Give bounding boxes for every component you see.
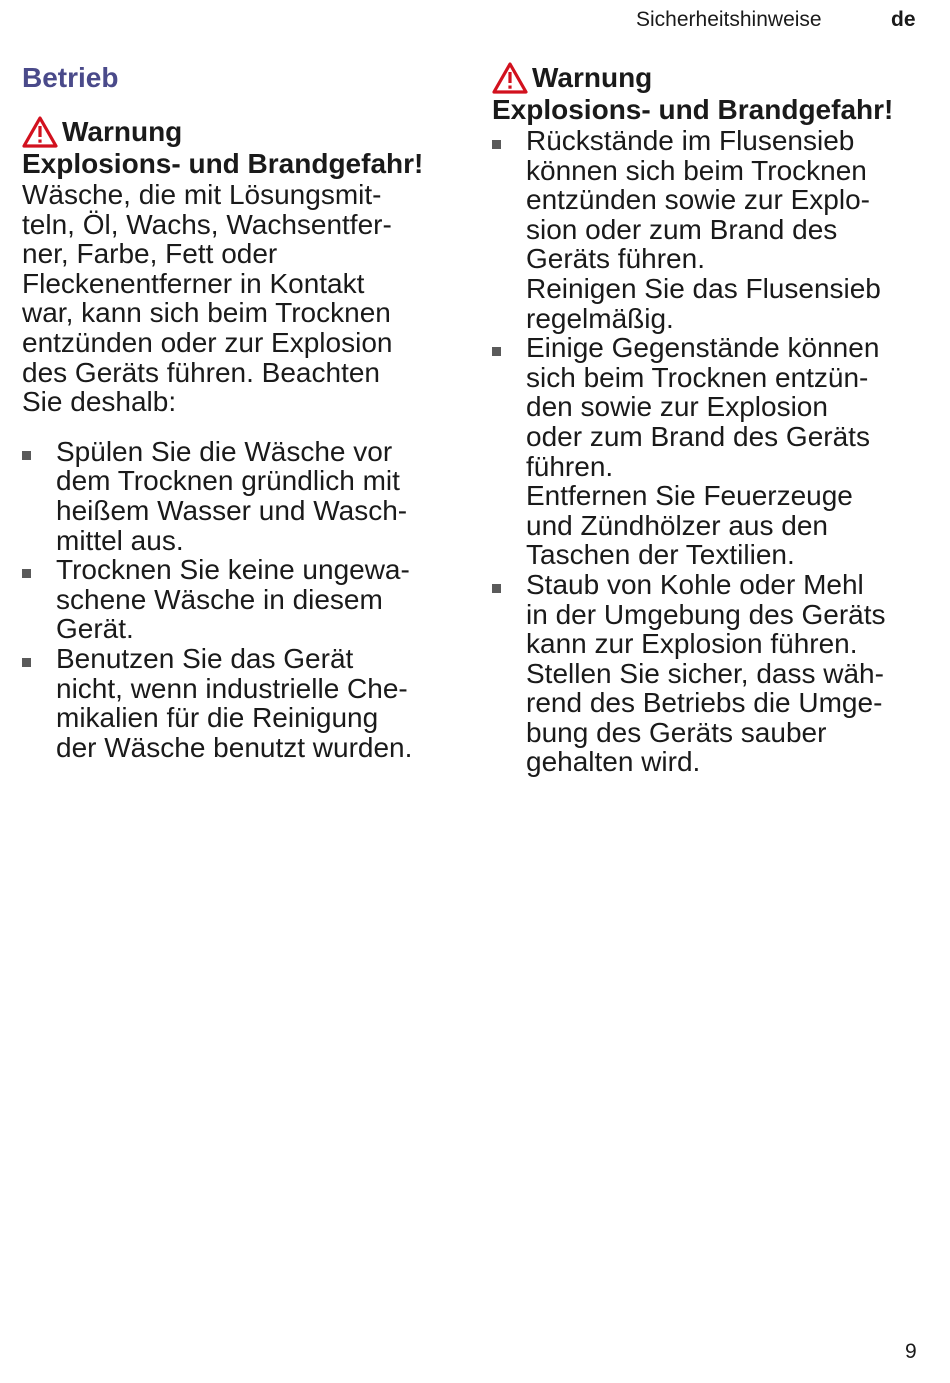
list-item-text: Spülen Sie die Wäsche vor dem Trocknen gründlich mit heißem Wasser und Wasch- mittel aus. [56, 435, 408, 556]
running-header-section: Sicherheitshinweise [636, 8, 822, 31]
section-title: Betrieb [22, 62, 119, 93]
list-item [492, 570, 932, 777]
square-bullet-icon [492, 140, 501, 149]
warning-subtitle: Explosions- und Brandgefahr! [22, 148, 424, 179]
warning-subtitle: Explosions- und Brandgefahr! [492, 94, 894, 125]
list-item-text: Einige Gegenstände können sich beim Trocknen entzün- den sowie zur Explosion oder zum Brand des Geräts führen. Entfernen Sie Feuerzeuge und Zündhölzer aus den Taschen der Textilien. [526, 332, 880, 571]
list-item-text: Rückstände im Flusensieb können sich beim Trocknen entzünden sowie zur Explo- sion oder zum Brand des Geräts führen. Reinigen Sie das Flusensieb regelmäßig. [526, 125, 881, 334]
warning-heading [22, 116, 452, 148]
list-item-text: Trocknen Sie keine ungewa- schene Wäsche in diesem Gerät. [56, 554, 410, 645]
page-number: 9 [905, 1340, 917, 1363]
list-item [22, 437, 452, 555]
warning-triangle-icon [22, 116, 58, 148]
list-item [22, 644, 452, 762]
left-bullet-list [22, 437, 452, 763]
right-bullet-list [492, 126, 932, 777]
list-item-text: Benutzen Sie das Gerät nicht, wenn industrielle Che- mikalien für die Reinigung der Wäsche benutzt wurden. [56, 642, 413, 763]
warning-label: Warnung [532, 62, 653, 93]
list-item [22, 555, 452, 644]
list-item-text: Staub von Kohle oder Mehl in der Umgebung des Geräts kann zur Explosion führen. Stellen Sie sicher, dass wäh- rend des Betriebs die Umge- bung des Geräts sauber gehalten wird. [526, 568, 886, 778]
list-item [492, 126, 932, 333]
right-column [492, 62, 932, 777]
square-bullet-icon [492, 347, 501, 356]
left-column [22, 62, 452, 762]
warning-intro-text: Wäsche, die mit Lösungsmit- teln, Öl, Wachs, Wachsentfer- ner, Farbe, Fett oder Fleckenentferner in Kontakt war, kann sich beim Trocknen entzünden oder zur Explosion des Geräts führen. Beachten Sie deshalb: [22, 179, 393, 418]
square-bullet-icon [22, 658, 31, 667]
warning-triangle-icon [492, 62, 528, 94]
running-header-language: de [891, 8, 916, 31]
list-item [492, 333, 932, 570]
warning-label: Warnung [62, 116, 183, 147]
warning-heading [492, 62, 932, 94]
square-bullet-icon [22, 451, 31, 460]
square-bullet-icon [22, 569, 31, 578]
square-bullet-icon [492, 584, 501, 593]
